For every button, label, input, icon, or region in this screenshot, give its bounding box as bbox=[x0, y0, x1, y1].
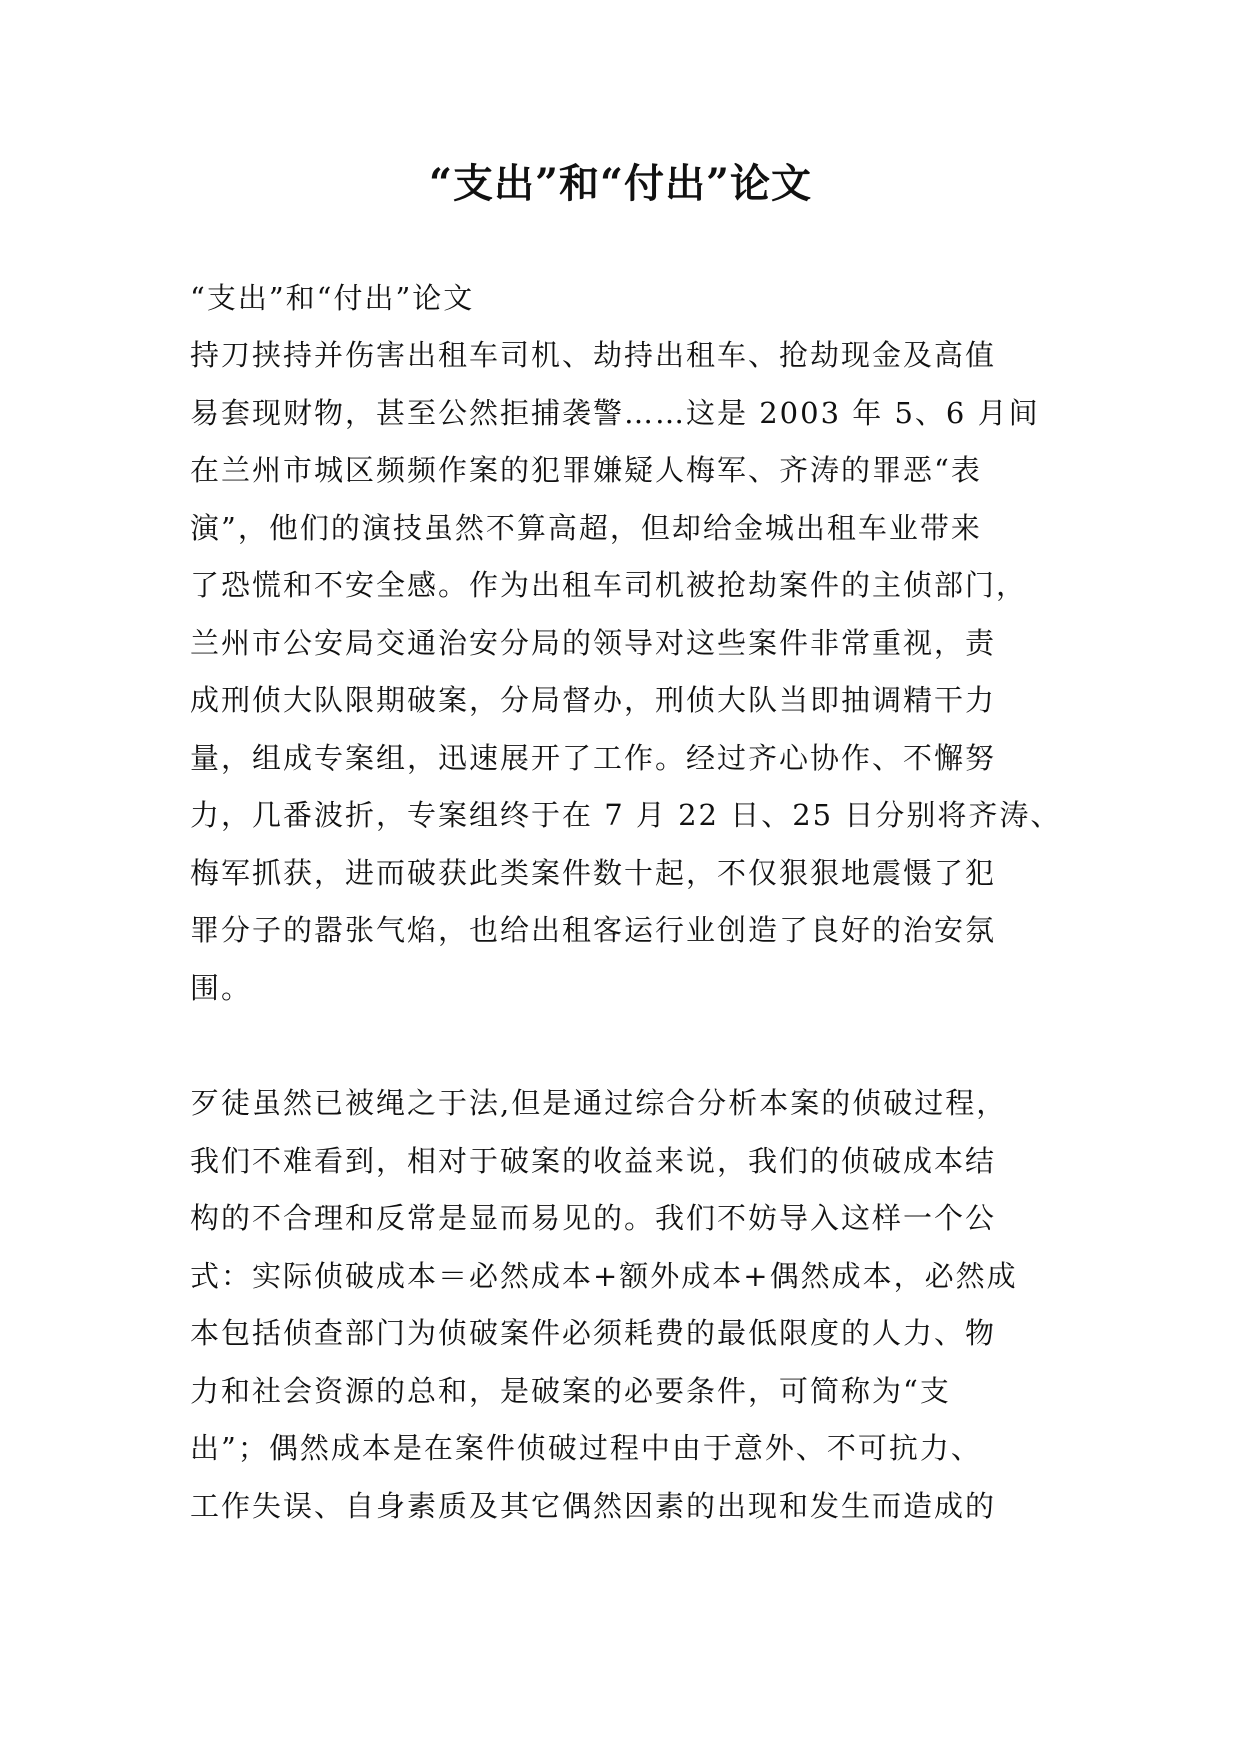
text-line: 持刀挟持并伤害出租车司机、劫持出租车、抢劫现金及高值 bbox=[190, 338, 997, 372]
text-line: 式：实际侦破成本＝必然成本+额外成本+偶然成本，必然成 bbox=[190, 1258, 1018, 1293]
paragraph-spacer bbox=[190, 1017, 1060, 1075]
text-line: 构的不合理和反常是显而易见的。我们不妨导入这样一个公 bbox=[190, 1201, 997, 1235]
text-line: 了恐慌和不安全感。作为出租车司机被抢劫案件的主侦部门， bbox=[190, 568, 1028, 602]
text-line: 梅军抓获，进而破获此类案件数十起，不仅狠狠地震慑了犯 bbox=[190, 855, 997, 890]
document-body bbox=[190, 270, 1060, 1535]
text-line: 成刑侦大队限期破案，分局督办，刑侦大队当即抽调精干力 bbox=[190, 683, 997, 717]
paragraph-1 bbox=[190, 327, 1060, 1017]
text-line: 歹徒虽然已被绳之于法,但是通过综合分析本案的侦破过程， bbox=[190, 1086, 1008, 1120]
text-line: 力和社会资源的总和，是破案的必要条件，可简称为“支 bbox=[190, 1373, 951, 1408]
text-line: 围。 bbox=[190, 970, 253, 1005]
text-line: 罪分子的嚣张气焰，也给出租客运行业创造了良好的治安氛 bbox=[190, 913, 997, 947]
document-subtitle: “支出”和“付出”论文 bbox=[190, 281, 475, 315]
text-line: 本包括侦查部门为侦破案件必须耗费的最低限度的人力、物 bbox=[190, 1316, 997, 1350]
text-line: 工作失误、自身素质及其它偶然因素的出现和发生而造成的 bbox=[190, 1488, 997, 1523]
text-line: 出”；偶然成本是在案件侦破过程中由于意外、不可抗力、 bbox=[190, 1431, 982, 1465]
paragraph-2 bbox=[190, 1075, 1060, 1535]
text-line: 易套现财物，甚至公然拒捕袭警……这是 2003 年 5、6 月间 bbox=[190, 395, 1040, 430]
text-line: 演”，他们的演技虽然不算高超，但却给金城出租车业带来 bbox=[190, 510, 982, 545]
text-line: 兰州市公安局交通治安分局的领导对这些案件非常重视，责 bbox=[190, 625, 997, 660]
text-line: 力，几番波折，专案组终于在 7 月 22 日、25 日分别将齐涛、 bbox=[190, 798, 1062, 832]
text-line: 在兰州市城区频频作案的犯罪嫌疑人梅军、齐涛的罪恶“表 bbox=[190, 453, 982, 487]
document-title: “支出”和“付出”论文 bbox=[428, 160, 813, 207]
text-line: 量，组成专案组，迅速展开了工作。经过齐心协作、不懈努 bbox=[190, 740, 997, 775]
text-line: 我们不难看到，相对于破案的收益来说，我们的侦破成本结 bbox=[190, 1143, 997, 1178]
